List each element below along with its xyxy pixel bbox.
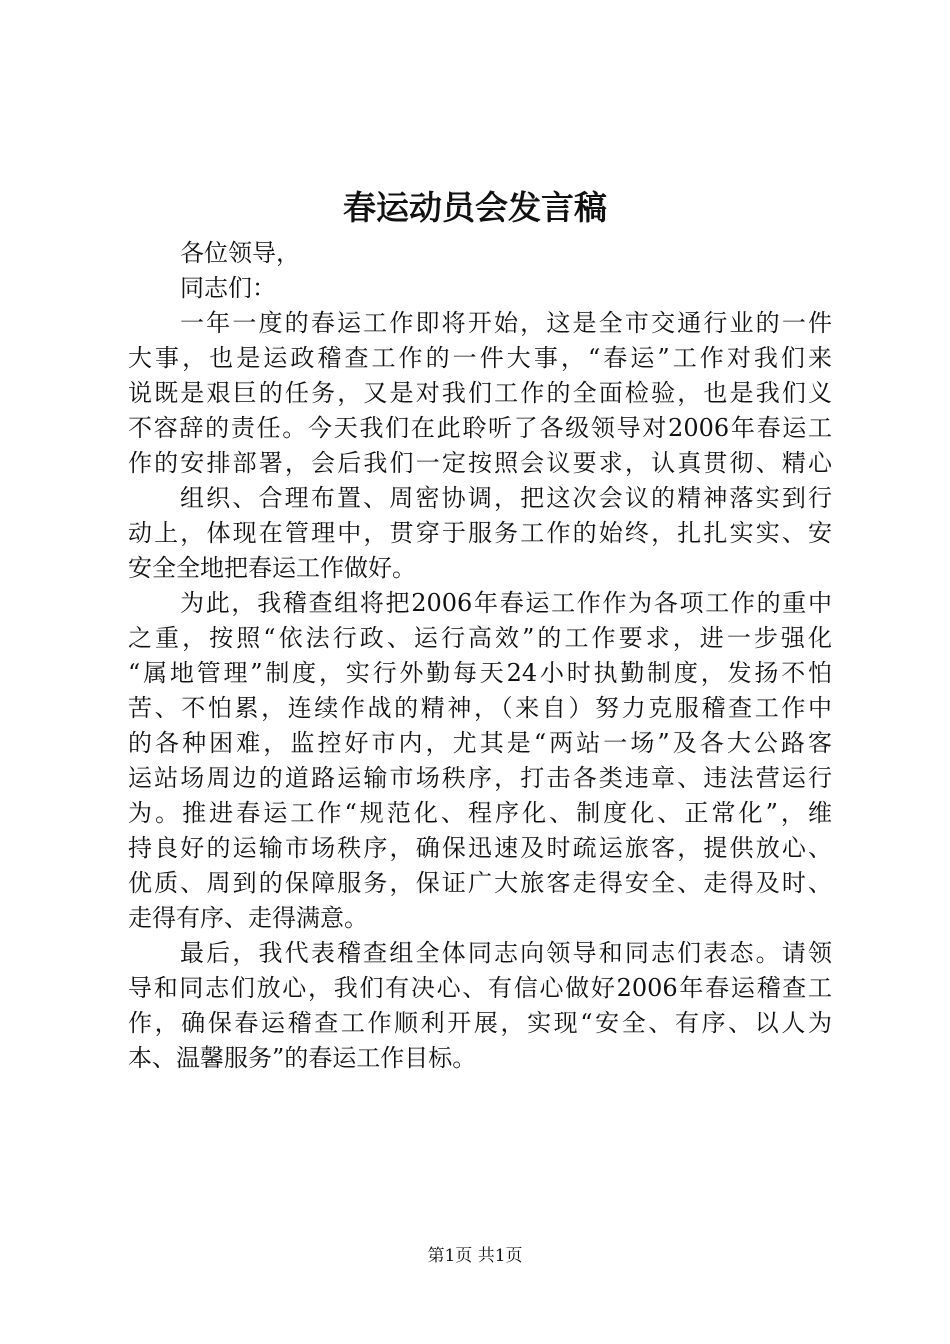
paragraph-line: 为。推进春运工作“规范化、程序化、制度化、正常化”，维 — [128, 799, 832, 827]
paragraph-line: 动上，体现在管理中，贯穿于服务工作的始终，扎扎实实、安 — [128, 519, 832, 547]
paragraph-line: 不容辞的责任。今天我们在此聆听了各级领导对2006年春运工 — [128, 414, 832, 442]
paragraph-line: 为此，我稽查组将把2006年春运工作作为各项工作的重中 — [180, 589, 832, 617]
paragraph-line: 安全全地把春运工作做好。 — [128, 554, 416, 582]
paragraph-line: 苦、不怕累，连续作战的精神，（来自）努力克服稽查工作中 — [128, 694, 832, 722]
paragraph-line: 导和同志们放心，我们有决心、有信心做好2006年春运稽查工 — [128, 974, 832, 1002]
paragraph-line: “属地管理”制度，实行外勤每天24小时执勤制度，发扬不怕 — [128, 659, 832, 687]
salutation-line: 同志们： — [180, 274, 276, 302]
page-footer: 第1页 共1页 — [427, 1246, 523, 1266]
paragraph-line: 持良好的运输市场秩序，确保迅速及时疏运旅客，提供放心、 — [128, 834, 832, 862]
paragraph-line: 的各种困难，监控好市内，尤其是“两站一场”及各大公路客 — [128, 729, 832, 757]
paragraph-line: 最后，我代表稽查组全体同志向领导和同志们表态。请领 — [180, 939, 832, 967]
paragraph-line: 走得有序、走得满意。 — [128, 904, 368, 932]
paragraph-line: 作，确保春运稽查工作顺利开展，实现“安全、有序、以人为 — [128, 1009, 832, 1037]
paragraph-line: 说既是艰巨的任务，又是对我们工作的全面检验，也是我们义 — [128, 379, 832, 407]
paragraph-line: 之重，按照“依法行政、运行高效”的工作要求，进一步强化 — [128, 624, 832, 652]
document-title: 春运动员会发言稿 — [343, 188, 607, 227]
salutation-line: 各位领导， — [180, 239, 300, 267]
paragraph-line: 一年一度的春运工作即将开始，这是全市交通行业的一件 — [180, 309, 832, 337]
paragraph-line: 组织、合理布置、周密协调，把这次会议的精神落实到行 — [180, 484, 832, 512]
paragraph-line: 运站场周边的道路运输市场秩序，打击各类违章、违法营运行 — [128, 764, 832, 792]
document-body — [128, 236, 832, 1076]
paragraph-line: 本、温馨服务”的春运工作目标。 — [128, 1044, 477, 1072]
paragraph-line: 作的安排部署，会后我们一定按照会议要求，认真贯彻、精心 — [128, 449, 832, 477]
paragraph-line: 优质、周到的保障服务，保证广大旅客走得安全、走得及时、 — [128, 869, 832, 897]
paragraph-line: 大事，也是运政稽查工作的一件大事，“春运”工作对我们来 — [128, 344, 832, 372]
